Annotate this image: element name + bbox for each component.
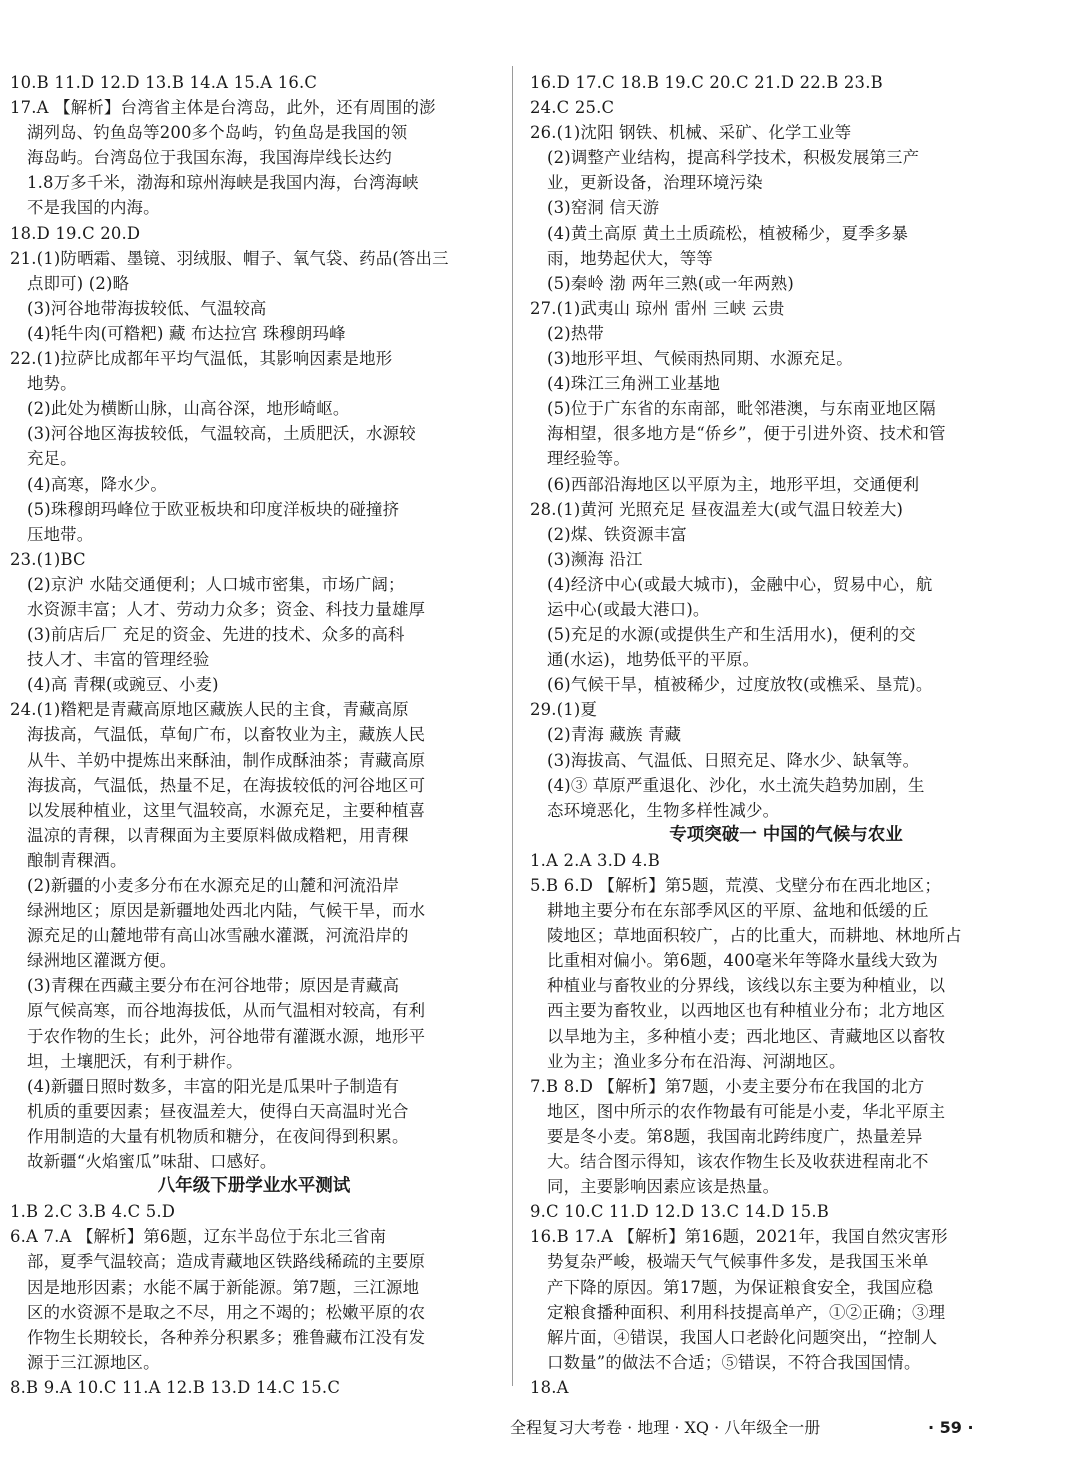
answer-line: (2)热带: [547, 323, 604, 343]
section-heading: 专项突破一 中国的气候与农业: [669, 824, 903, 845]
answer-line: 水资源丰富；人才、劳动力众多；资金、科技力量雄厚: [27, 599, 426, 619]
answer-line: 16.B 17.A 【解析】第16题，2021年，我国自然灾害形: [530, 1227, 948, 1247]
answer-line: (6)气候干旱，植被稀少，过度放牧(或樵采、垦荒)。: [547, 675, 933, 695]
answer-line: (3)海拔高、气温低、日照充足、降水少、缺氧等。: [547, 750, 920, 770]
answer-line: 从牛、羊奶中提炼出来酥油，制作成酥油茶；青藏高原: [27, 750, 426, 770]
answer-line: 绿洲地区灌溉方便。: [27, 951, 177, 971]
answer-line: 8.B 9.A 10.C 11.A 12.B 13.D 14.C 15.C: [10, 1377, 341, 1397]
answer-line: 故新疆“火焰蜜瓜”味甜、口感好。: [27, 1152, 277, 1172]
answer-line: (2)此处为横断山脉，山高谷深，地形崎岖。: [27, 399, 350, 419]
answer-line: 10.B 11.D 12.D 13.B 14.A 15.A 16.C: [10, 73, 318, 92]
answer-line: (4)经济中心(或最大城市)，金融中心，贸易中心，航: [547, 574, 933, 594]
answer-line: 业为主；渔业多分布在沿海、河湖地区。: [547, 1051, 846, 1071]
answer-line: 压地带。: [27, 524, 94, 544]
answer-line: 1.A 2.A 3.D 4.B: [530, 850, 661, 870]
answer-line: (2)京沪 水陆交通便利；人口城市密集，市场广阔；: [27, 574, 405, 594]
answer-line: 18.D 19.C 20.D: [10, 223, 141, 243]
answer-line: 24.(1)糌粑是青藏高原地区藏族人民的主食，青藏高原: [10, 700, 409, 720]
answer-line: 地区，图中所示的农作物最有可能是小麦，华北平原主: [547, 1101, 946, 1121]
answer-line: 源于三江源地区。: [27, 1352, 160, 1372]
answer-line: 运中心(或最大港口)。: [547, 599, 710, 619]
answer-line: 大。结合图示得知，该农作物生长及收获进程南北不: [547, 1152, 929, 1172]
answer-line: 势复杂严峻，极端天气气候事件多发，是我国玉米单: [547, 1252, 929, 1272]
answer-line: 7.B 8.D 【解析】第7题，小麦主要分布在我国的北方: [530, 1076, 925, 1096]
answer-line: 以旱地为主，多种植小麦；西北地区、青藏地区以畜牧: [547, 1026, 946, 1046]
answer-line: 22.(1)拉萨比成都年平均气温低，其影响因素是地形: [10, 349, 393, 369]
answer-line: 要是冬小麦。第8题，我国南北跨纬度广，热量差异: [547, 1126, 923, 1146]
answer-line: 同，主要影响因素应该是热量。: [547, 1177, 780, 1197]
answer-line: 不是我国的内海。: [27, 198, 160, 218]
section-heading: 八年级下册学业水平测试: [157, 1176, 351, 1197]
answer-line: 产下降的原因。第17题，为保证粮食安全，我国应稳: [547, 1277, 934, 1297]
answer-line: 海拔高，气温低，草甸广布，以畜牧业为主，藏族人民: [27, 725, 426, 745]
answer-line: 因是地形因素；水能不属于新能源。第7题，三江源地: [27, 1277, 420, 1297]
answer-line: 28.(1)黄河 光照充足 昼夜温差大(或气温日较差大): [530, 499, 904, 519]
answer-line: 坦，土壤肥沃，有利于耕作。: [27, 1051, 243, 1071]
answer-line: 比重相对偏小。第6题，400毫米年等降水量线大致为: [547, 951, 938, 971]
answer-line: 温凉的青稞，以青稞面为主要原料做成糌粑，用青稞: [27, 825, 409, 845]
answer-line: 23.(1)BC: [10, 549, 86, 569]
answer-line: 29.(1)夏: [530, 700, 598, 720]
answer-line: 26.(1)沈阳 钢铁、机械、采矿、化学工业等: [530, 123, 852, 143]
answer-line: (4)牦牛肉(可糌粑) 藏 布达拉宫 珠穆朗玛峰: [27, 323, 346, 343]
answer-line: (5)珠穆朗玛峰位于欧亚板块和印度洋板块的碰撞挤: [27, 499, 400, 519]
answer-line: 湖列岛、钓鱼岛等200多个岛屿，钓鱼岛是我国的领: [27, 123, 408, 143]
answer-line: (2)调整产业结构，提高科学技术，积极发展第三产: [547, 148, 920, 168]
answer-line: 技人才、丰富的管理经验: [27, 650, 210, 670]
answer-line: 源充足的山麓地带有高山冰雪融水灌溉，河流沿岸的: [27, 926, 409, 946]
answer-line: (4)新疆日照时数多，丰富的阳光是瓜果叶子制造有: [27, 1076, 400, 1096]
answer-line: (3)地形平坦、气候雨热同期、水源充足。: [547, 349, 853, 369]
answer-line: 6.A 7.A 【解析】第6题，辽东半岛位于东北三省南: [10, 1227, 387, 1247]
answer-line: 陵地区；草地面积较广，占的比重大，而耕地、林地所占: [547, 926, 962, 946]
answer-line: 17.A 【解析】台湾省主体是台湾岛，此外，还有周围的澎: [10, 98, 436, 118]
answer-line: 酿制青稞酒。: [27, 850, 127, 870]
answer-line: 作物生长期较长，各种养分积累多；雅鲁藏布江没有发: [27, 1327, 426, 1347]
answer-line: 9.C 10.C 11.D 12.D 13.C 14.D 15.B: [530, 1202, 829, 1222]
answer-line: 口数量”的做法不合适；⑤错误，不符合我国国情。: [547, 1352, 921, 1372]
answer-line: (2)青海 藏族 青藏: [547, 725, 682, 745]
footer-book-title: 全程复习大考卷 · 地理 · XQ · 八年级全一册: [510, 1418, 821, 1437]
answer-line: (4)③ 草原严重退化、沙化，水土流失趋势加剧，生: [547, 775, 925, 795]
answer-line: 作用制造的大量有机物质和糖分，在夜间得到积累。: [27, 1126, 409, 1146]
answer-line: 点即可) (2)略: [27, 273, 130, 293]
answer-line: (5)位于广东省的东南部，毗邻港澳，与东南亚地区隔: [547, 399, 936, 419]
answer-line: (5)充足的水源(或提供生产和生活用水)，便利的交: [547, 625, 916, 645]
answer-line: 雨，地势起伏大，等等: [547, 248, 713, 268]
answer-line: 18.A: [530, 1377, 569, 1397]
answer-line: 海岛屿。台湾岛位于我国东海，我国海岸线长达约: [27, 148, 392, 168]
answer-line: (3)河谷地带海拔较低、气温较高: [27, 298, 267, 318]
answer-line: 西主要为畜牧业，以西地区也有种植业分布；北方地区: [547, 1001, 946, 1021]
answer-line: (3)河谷地区海拔较低，气温较高，土质肥沃，水源较: [27, 424, 416, 444]
answer-line: 态环境恶化，生物多样性减少。: [547, 800, 780, 820]
answer-line: 27.(1)武夷山 琼州 雷州 三峡 云贵: [530, 298, 785, 318]
answer-line: 定粮食播种面积、利用科技提高单产，①②正确；③理: [547, 1302, 946, 1322]
answer-line: (2)煤、铁资源丰富: [547, 524, 687, 544]
answer-line: (6)西部沿海地区以平原为主，地形平坦，交通便利: [547, 474, 920, 494]
answer-line: 地势。: [27, 374, 77, 394]
answer-line: 耕地主要分布在东部季风区的平原、盆地和低缓的丘: [547, 901, 929, 921]
answer-line: 海拔高，气温低，热量不足，在海拔较低的河谷地区可: [27, 775, 426, 795]
answer-line: 24.C 25.C: [530, 98, 615, 118]
answer-line: (4)高寒，降水少。: [27, 474, 167, 494]
answer-line: 解片面，④错误，我国人口老龄化问题突出，“控制人: [547, 1327, 938, 1347]
left-column: [10, 70, 498, 1400]
right-column: [530, 70, 1042, 1400]
answer-line: (3)青稞在西藏主要分布在河谷地带；原因是青藏高: [27, 976, 400, 996]
answer-line: 16.D 17.C 18.B 19.C 20.C 21.D 22.B 23.B: [530, 73, 883, 92]
answer-line: 5.B 6.D 【解析】第5题，荒漠、戈壁分布在西北地区；: [530, 876, 941, 895]
answer-line: (4)高 青稞(或豌豆、小麦): [27, 675, 219, 695]
answer-line: (3)前店后厂 充足的资金、先进的技术、众多的高科: [27, 625, 405, 645]
answer-line: 21.(1)防晒霜、墨镜、羽绒服、帽子、氧气袋、药品(答出三: [10, 248, 449, 268]
answer-line: 业，更新设备，治理环境污染: [547, 173, 763, 193]
answer-line: 海相望，很多地方是“侨乡”，便于引进外资、技术和管: [547, 424, 946, 444]
answer-line: 理经验等。: [547, 449, 630, 469]
answer-line: 通(水运)，地势低平的平原。: [547, 650, 760, 670]
answer-line: 区的水资源不是取之不尽，用之不竭的；松嫩平原的农: [27, 1302, 426, 1322]
answer-line: 1.B 2.C 3.B 4.C 5.D: [10, 1202, 176, 1222]
answer-line: 充足。: [27, 449, 77, 469]
answer-line: (4)珠江三角洲工业基地: [547, 374, 721, 394]
page-number: · 59 ·: [928, 1418, 974, 1437]
answer-line: 部，夏季气温较高；造成青藏地区铁路线稀疏的主要原: [27, 1252, 426, 1272]
answer-line: 种植业与畜牧业的分界线，该线以东主要为种植业，以: [547, 976, 946, 996]
answer-line: (5)秦岭 渤 两年三熟(或一年两熟): [547, 273, 794, 293]
answer-line: 1.8万多千米，渤海和琼州海峡是我国内海，台湾海峡: [27, 173, 419, 193]
answer-line: 于农作物的生长；此外，河谷地带有灌溉水源，地形平: [27, 1026, 426, 1046]
answer-line: (2)新疆的小麦多分布在水源充足的山麓和河流沿岸: [27, 876, 400, 895]
answer-line: (3)窑洞 信天游: [547, 198, 660, 218]
answer-line: 绿洲地区；原因是新疆地处西北内陆，气候干旱，而水: [27, 901, 426, 921]
answer-line: 原气候高寒，而谷地海拔低，从而气温相对较高，有利: [27, 1001, 426, 1021]
answer-line: 以发展种植业，这里气温较高，水源充足，主要种植喜: [27, 800, 426, 820]
answer-line: (3)濒海 沿江: [547, 549, 643, 569]
answer-line: 机质的重要因素；昼夜温差大，使得白天高温时光合: [27, 1101, 409, 1121]
column-divider: [512, 66, 513, 1386]
answer-line: (4)黄土高原 黄土土质疏松，植被稀少，夏季多暴: [547, 223, 909, 243]
